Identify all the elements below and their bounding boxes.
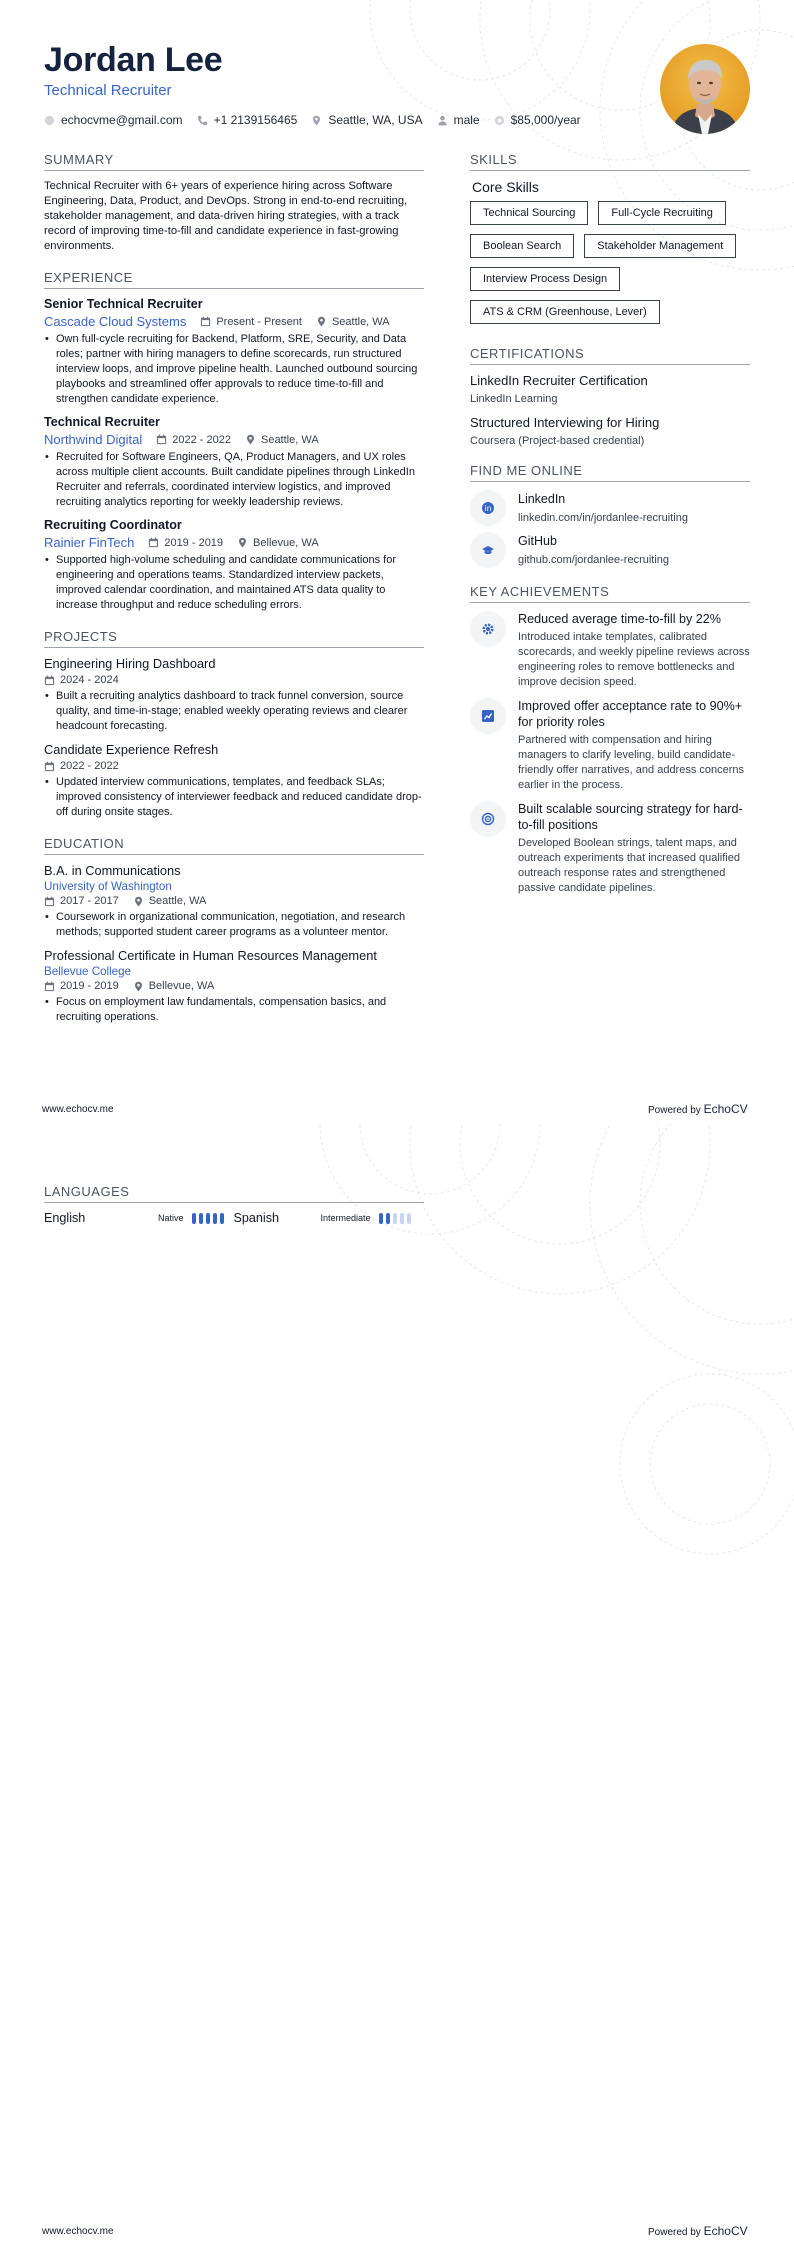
project-item: [44, 742, 424, 820]
language-name: English: [44, 1211, 86, 1225]
skill-tag: Technical Sourcing: [470, 201, 588, 225]
skill-tag: ATS & CRM (Greenhouse, Lever): [470, 300, 660, 324]
education-bullet: • Coursework in organizational communication, negotiation, and research methods; supported student career programs as a volunteer mentor.: [56, 910, 424, 940]
education-dates-text: 2019 - 2019: [60, 980, 119, 992]
education-bullet: • Focus on employment law fundamentals, compensation basics, and recruiting operations.: [56, 995, 424, 1025]
phone-icon: [197, 115, 208, 126]
footer-site[interactable]: www.echocv.me: [42, 2226, 114, 2237]
footer-powered: [648, 2224, 748, 2238]
education-dates: [44, 980, 119, 992]
job-meta: [44, 535, 424, 550]
rating-pip: [379, 1213, 383, 1224]
education-dates-text: 2017 - 2017: [60, 895, 119, 907]
achievements-heading: KEY ACHIEVEMENTS: [470, 584, 750, 603]
projects-section: [44, 629, 424, 820]
rating-pip: [192, 1213, 196, 1224]
achievement-item: [470, 801, 750, 896]
job-dates-text: 2022 - 2022: [172, 433, 231, 446]
skill-tag: Full-Cycle Recruiting: [598, 201, 725, 225]
job-dates-text: 2019 - 2019: [164, 536, 224, 549]
candidate-role: Technical Recruiter: [44, 82, 172, 99]
experience-section: [44, 270, 424, 613]
projects-heading: PROJECTS: [44, 629, 424, 648]
achievement-desc: Developed Boolean strings, talent maps, and outreach experiments that increased qualified outreach response rates and strengthened passive candidate pipelines.: [518, 837, 740, 894]
location-pin-icon: [133, 896, 144, 907]
person-icon: [437, 115, 448, 126]
avatar: [660, 44, 750, 134]
calendar-icon: [44, 761, 55, 772]
experience-item: [44, 297, 424, 407]
background-decoration: [0, 1124, 794, 2246]
job-dates: [148, 537, 223, 549]
job-bullet: • Recruited for Software Engineers, QA, Product Managers, and UX roles across multiple client accounts. Built candidate pipelines through LinkedIn Recruiter and referrals, coordinated interview logistics, and improved recruiting analytics reporting for weekly leadership reviews.: [56, 450, 424, 510]
right-column: [470, 152, 750, 912]
education-heading: EDUCATION: [44, 836, 424, 855]
education-item: [44, 948, 424, 1025]
online-url[interactable]: linkedin.com/in/jordanlee-recruiting: [518, 512, 688, 524]
skill-tag: Boolean Search: [470, 234, 574, 258]
rating-pip: [407, 1213, 411, 1224]
skills-heading: SKILLS: [470, 152, 750, 171]
calendar-icon: [156, 434, 167, 445]
achievement-item: [470, 698, 750, 793]
achievement-title: Improved offer acceptance rate to 90%+ for priority roles: [518, 699, 743, 729]
location-pin-icon: [133, 981, 144, 992]
education-item: [44, 863, 424, 940]
project-meta: [44, 674, 424, 686]
project-dates-text: 2022 - 2022: [60, 760, 119, 772]
online-heading: FIND ME ONLINE: [470, 463, 750, 482]
language-rating: [192, 1213, 224, 1224]
rating-pip: [386, 1213, 390, 1224]
achievement-title: Reduced average time-to-fill by 22%: [518, 612, 722, 626]
resume-page-2: [0, 1124, 794, 2246]
powered-text: Powered by: [648, 2227, 701, 2238]
achievement-title: Built scalable sourcing strategy for hard-to-fill positions: [518, 802, 743, 832]
job-dates-text: Present - Present: [216, 315, 302, 328]
certification-issuer: LinkedIn Learning: [470, 393, 558, 405]
language-name: Spanish: [233, 1211, 280, 1225]
footer-powered: [648, 1102, 748, 1116]
language-level: Native: [158, 1213, 184, 1223]
project-dates-text: 2024 - 2024: [60, 674, 119, 686]
contact-phone[interactable]: [197, 113, 298, 127]
left-column: [44, 152, 424, 1041]
profile-photo: [660, 44, 750, 134]
summary-section: [44, 152, 424, 254]
project-dates: [44, 674, 119, 686]
job-bullets: [44, 553, 424, 613]
job-bullet: • Supported high-volume scheduling and candidate communications for engineering and operations teams. Standardized interview packets, improved calendar coordination, and maintained ATS data quality to increase throughput and reduce scheduling errors.: [56, 553, 424, 613]
location-pin-icon: [311, 115, 322, 126]
resume-header: [44, 40, 664, 127]
education-section: [44, 836, 424, 1025]
achievement-item: [470, 611, 750, 690]
project-bullets: [44, 775, 424, 820]
job-location: [245, 434, 319, 446]
language-level: Intermediate: [320, 1213, 371, 1223]
job-bullets: [44, 450, 424, 510]
education-dates: [44, 895, 119, 907]
email-text: echocvme@gmail.com: [61, 113, 183, 127]
footer-site[interactable]: www.echocv.me: [42, 1104, 114, 1115]
experience-item: [44, 518, 424, 613]
location-pin-icon: [245, 434, 256, 445]
education-location-text: Bellevue, WA: [148, 980, 215, 992]
calendar-icon: [44, 896, 55, 907]
online-name: LinkedIn: [518, 492, 566, 506]
contact-salary: [494, 113, 581, 127]
location-pin-icon: [316, 316, 327, 327]
skill-tags: [470, 201, 750, 324]
calendar-icon: [44, 981, 55, 992]
education-meta: [44, 980, 424, 992]
education-location: [133, 895, 207, 907]
education-bullets: [44, 995, 424, 1025]
job-title: Recruiting Coordinator: [44, 518, 182, 532]
language-rating: [379, 1213, 411, 1224]
job-meta: [44, 314, 424, 329]
company-name: Rainier FinTech: [44, 535, 135, 550]
powered-brand[interactable]: EchoCV: [703, 2224, 748, 2238]
project-meta: [44, 760, 424, 772]
project-dates: [44, 760, 119, 772]
skills-section: [470, 152, 750, 324]
job-location: [237, 537, 319, 549]
rating-pip: [400, 1213, 404, 1224]
online-section: [470, 463, 750, 568]
project-title: Candidate Experience Refresh: [44, 742, 219, 757]
school-name: Bellevue College: [44, 965, 132, 978]
summary-heading: SUMMARY: [44, 152, 424, 171]
calendar-icon: [148, 537, 159, 548]
rating-pip: [199, 1213, 203, 1224]
certifications-section: [470, 346, 750, 447]
job-dates: [200, 316, 302, 328]
certifications-heading: CERTIFICATIONS: [470, 346, 750, 365]
calendar-icon: [200, 316, 211, 327]
achievement-desc: Partnered with compensation and hiring managers to clarify leveling, build candidate-friendly offer narratives, and address concerns earlier in the process.: [518, 734, 745, 791]
contact-gender: [437, 113, 480, 127]
project-bullet: • Built a recruiting analytics dashboard to track funnel conversion, source quality, and time-in-stage; enabled weekly operating reviews and clearer headcount forecasting.: [56, 689, 424, 734]
degree-title: B.A. in Communications: [44, 863, 181, 878]
contact-location: [311, 113, 422, 127]
calendar-icon: [44, 675, 55, 686]
achievements-section: [470, 584, 750, 896]
job-location-text: Seattle, WA: [260, 433, 319, 446]
languages-section: [44, 1184, 424, 1225]
svg-text:in: in: [484, 504, 492, 513]
contact-email[interactable]: [44, 113, 183, 127]
job-title: Senior Technical Recruiter: [44, 297, 203, 311]
job-location: [316, 316, 390, 328]
chart-icon: [470, 698, 506, 734]
degree-title: Professional Certificate in Human Resources Management: [44, 948, 377, 963]
experience-heading: EXPERIENCE: [44, 270, 424, 289]
location-text: Seattle, WA, USA: [328, 113, 423, 127]
online-link-github[interactable]: [470, 532, 750, 568]
education-location: [133, 980, 215, 992]
rating-pip: [213, 1213, 217, 1224]
education-bullets: [44, 910, 424, 940]
job-title: Technical Recruiter: [44, 415, 160, 429]
certification-name: LinkedIn Recruiter Certification: [470, 373, 648, 388]
github-icon: [470, 532, 506, 568]
education-location-text: Seattle, WA: [148, 895, 207, 907]
powered-text: Powered by: [648, 1105, 701, 1116]
rating-pip: [206, 1213, 210, 1224]
job-location-text: Seattle, WA: [331, 315, 390, 328]
languages-heading: LANGUAGES: [44, 1184, 424, 1203]
achievement-desc: Introduced intake templates, calibrated scorecards, and weekly pipeline reviews across engineering roles to remove bottlenecks and improve decision speed.: [518, 631, 750, 688]
job-bullet: • Own full-cycle recruiting for Backend, Platform, SRE, Security, and Data roles; partner with hiring managers to define scorecards, run structured interview loops, and improve pipeline health. Launched outbound sourcing playbooks and streamlined offer approvals to reduce time-to-fill and strengthen candidate experience.: [56, 332, 424, 407]
online-url[interactable]: github.com/jordanlee-recruiting: [518, 554, 670, 566]
project-bullet: • Updated interview communications, templates, and feedback SLAs; improved consistency of interviewer feedback and reduced candidate drop-off during onsite stages.: [56, 775, 424, 820]
coin-icon: [494, 115, 505, 126]
salary-text: $85,000/year: [510, 113, 581, 127]
company-name: Northwind Digital: [44, 432, 143, 447]
candidate-name: Jordan Lee: [44, 41, 223, 79]
experience-item: [44, 415, 424, 510]
project-item: [44, 656, 424, 734]
summary-text: Technical Recruiter with 6+ years of experience hiring across Software Engineering, Data, Product, and DevOps. Strong in end-to-end recruiting, stakeholder management, and data-driven hiring strategies, with a track record of improving time-to-fill and candidate experience in fast-growing environments.: [44, 180, 408, 252]
job-meta: [44, 432, 424, 447]
phone-text: +1 2139156465: [213, 113, 298, 127]
skill-tag: Interview Process Design: [470, 267, 620, 291]
skill-tag: Stakeholder Management: [584, 234, 736, 258]
education-meta: [44, 895, 424, 907]
powered-brand[interactable]: EchoCV: [703, 1102, 748, 1116]
gear-icon: [470, 611, 506, 647]
company-name: Cascade Cloud Systems: [44, 314, 187, 329]
linkedin-icon: [470, 490, 506, 526]
email-icon: [44, 115, 55, 126]
target-icon: [470, 801, 506, 837]
certification-issuer: Coursera (Project-based credential): [470, 435, 645, 447]
certification-name: Structured Interviewing for Hiring: [470, 415, 660, 430]
job-dates: [156, 434, 231, 446]
skills-group-title: Core Skills: [472, 179, 539, 195]
job-location-text: Bellevue, WA: [253, 536, 319, 549]
online-name: GitHub: [518, 534, 557, 548]
school-name: University of Washington: [44, 880, 172, 893]
online-link-linkedin[interactable]: [470, 490, 750, 526]
rating-pip: [393, 1213, 397, 1224]
contact-bar: [44, 113, 664, 127]
project-bullets: [44, 689, 424, 734]
job-bullets: [44, 332, 424, 407]
project-title: Engineering Hiring Dashboard: [44, 656, 216, 671]
rating-pip: [220, 1213, 224, 1224]
languages-row: [44, 1211, 424, 1225]
location-pin-icon: [237, 537, 248, 548]
gender-text: male: [453, 113, 480, 127]
